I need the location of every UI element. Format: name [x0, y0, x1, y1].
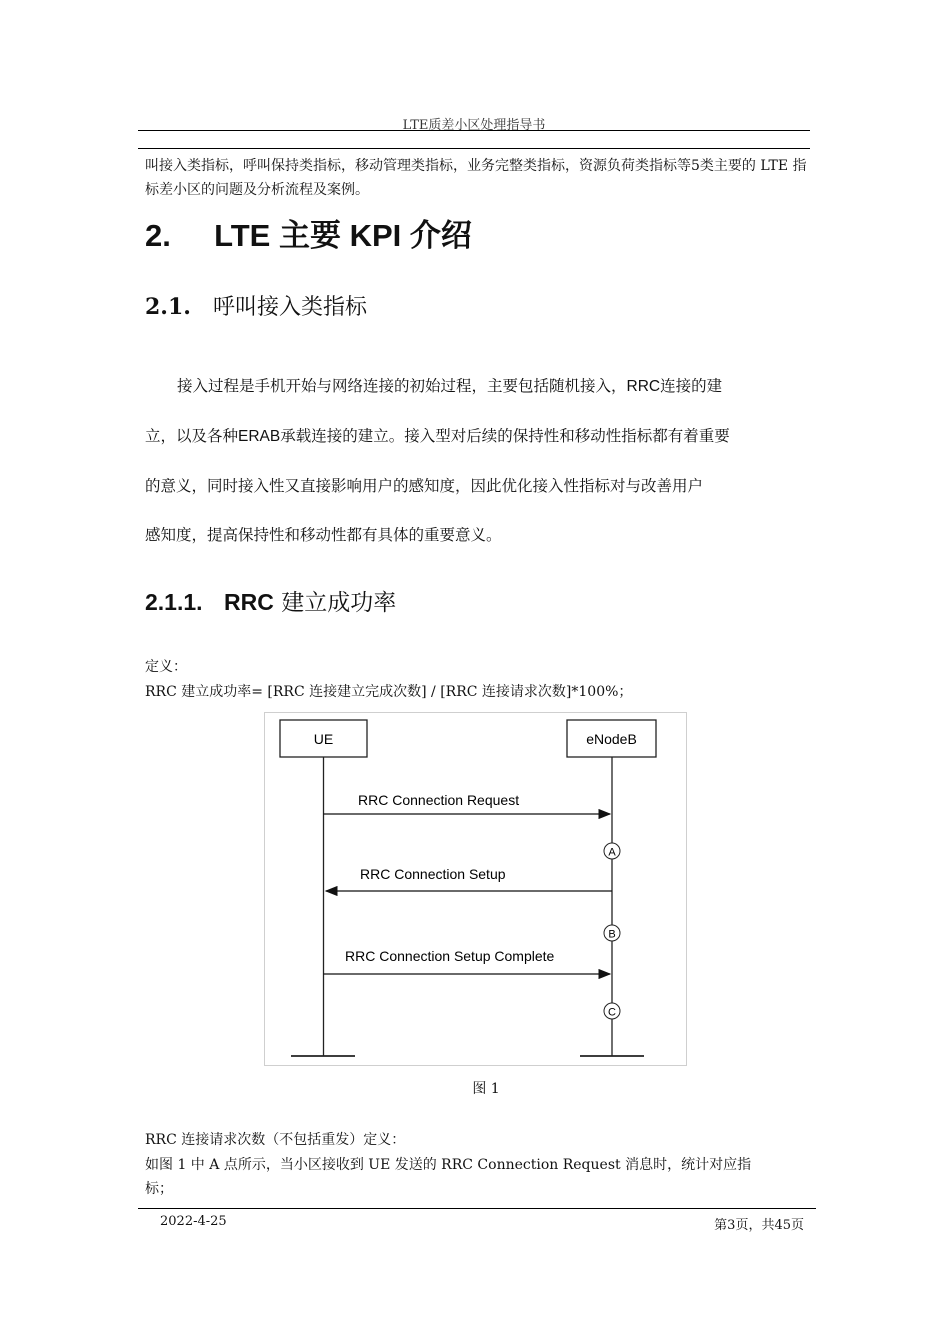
message-label-3: RRC Connection Setup Complete	[345, 948, 555, 964]
point-c-label: C	[608, 1006, 616, 1019]
footer-date: 2022-4-25	[160, 1214, 227, 1229]
message-label-2: RRC Connection Setup	[360, 866, 506, 882]
section-heading	[145, 210, 472, 255]
request-count-description-end: 标；	[145, 1181, 173, 1197]
point-a-label: A	[608, 846, 616, 859]
paragraph-line-2: 立，以及各种ERAB承载连接的建立。接入型对后续的保持性和移动性指标都有着重要	[145, 428, 730, 445]
section-title: LTE 主要 KPI 介绍	[214, 218, 472, 253]
ue-node-label: UE	[313, 731, 334, 747]
subsection-heading	[145, 290, 367, 321]
section-number: 2.	[145, 218, 171, 253]
subsection-number: 2.1.	[145, 294, 191, 320]
paragraph-line-1: 接入过程是手机开始与网络连接的初始过程，主要包括随机接入，RRC连接的建	[177, 378, 723, 395]
request-count-definition: RRC 连接请求次数（不包括重发）定义：	[145, 1132, 406, 1148]
definition-label: 定义：	[145, 659, 187, 675]
subsection-title: 呼叫接入类指标	[212, 295, 367, 320]
sequence-diagram-svg	[265, 713, 686, 1065]
subsubsection-number: 2.1.1.	[145, 589, 203, 615]
enodeb-node-label: eNodeB	[586, 731, 637, 747]
request-count-description: 如图 1 中 A 点所示，当小区接收到 UE 发送的 RRC Connection Request 消息时，统计对应指	[145, 1157, 752, 1173]
figure-caption: 图 1	[472, 1081, 500, 1097]
subsubsection-heading	[145, 584, 396, 617]
header-divider	[138, 130, 810, 131]
footer-page-number: 第3页，共45页	[714, 1218, 804, 1233]
intro-paragraph: 叫接入类指标，呼叫保持类指标，移动管理类指标，业务完整类指标，资源负荷类指标等5类主要的 LTE 指标差小区的问题及分析流程及案例。	[145, 158, 807, 198]
sequence-diagram-figure	[264, 712, 687, 1066]
point-b-label: B	[608, 928, 616, 941]
formula-text: RRC 建立成功率= [RRC 连接建立完成次数] / [RRC 连接请求次数]*100%；	[145, 684, 633, 700]
message-label-1: RRC Connection Request	[358, 792, 520, 808]
subsubsection-title-bold: RRC	[224, 589, 274, 615]
page-header-title: LTE质差小区处理指导书	[402, 118, 546, 133]
footer-divider	[138, 1208, 816, 1209]
paragraph-line-4: 感知度，提高保持性和移动性都有具体的重要意义。	[145, 527, 502, 544]
header-divider-secondary	[138, 148, 810, 149]
subsubsection-title-rest: 建立成功率	[273, 590, 397, 616]
paragraph-line-3: 的意义，同时接入性又直接影响用户的感知度，因此优化接入性指标对与改善用户	[145, 478, 704, 495]
